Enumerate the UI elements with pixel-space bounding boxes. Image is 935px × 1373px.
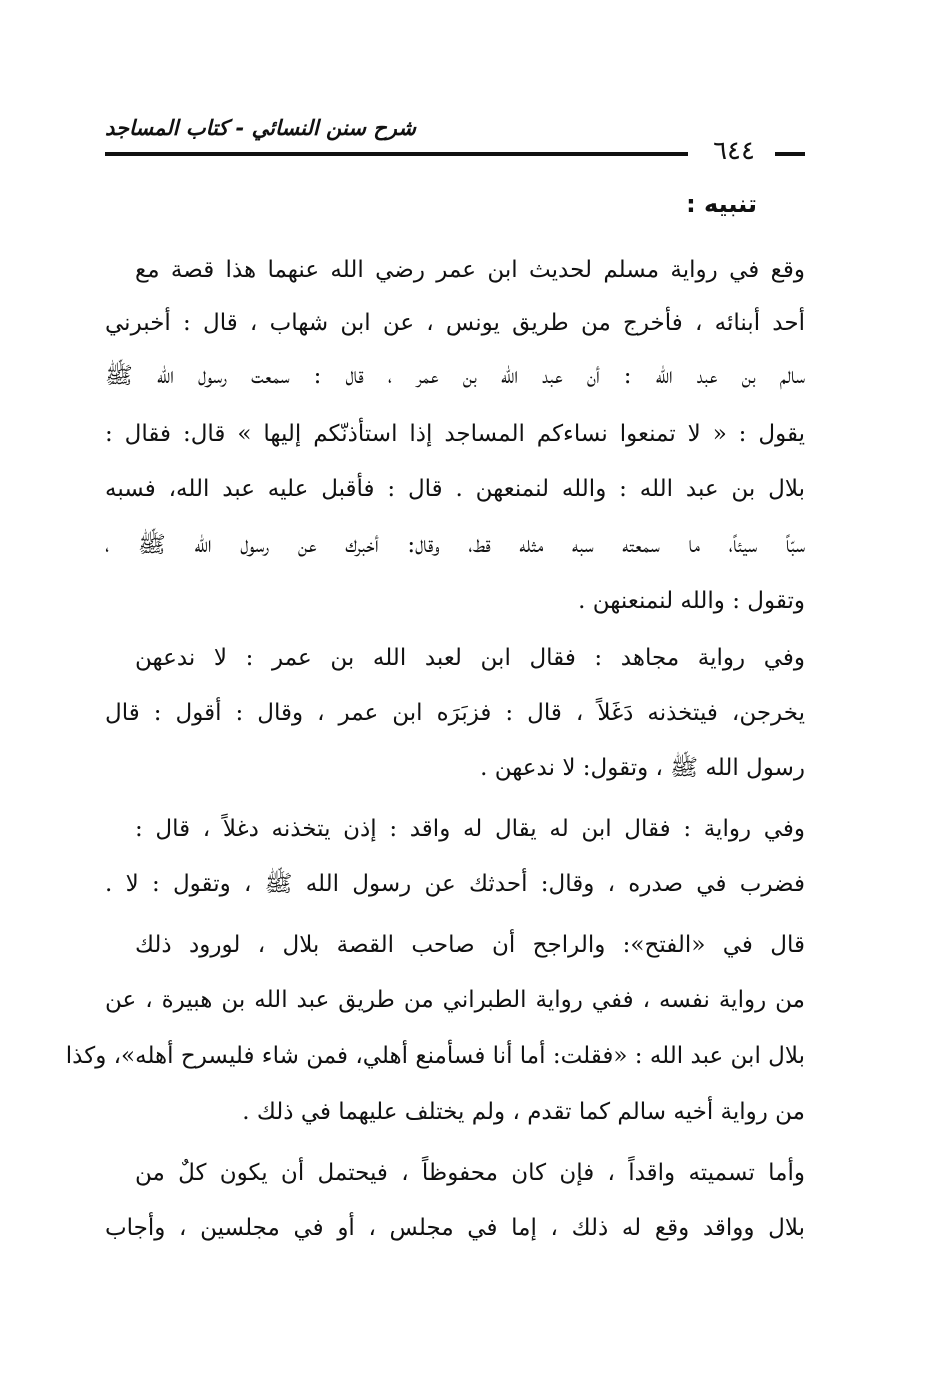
text-line: يقول : « لا تمنعوا نساءكم المساجد إذا استأذنّكم إليها » قال: فقال : — [105, 421, 805, 447]
text-line: أحد أبنائه ، فأخرج من طريق يونس ، عن ابن شهاب ، قال : أخبرني — [105, 310, 805, 336]
text-line: وقع في رواية مسلم لحديث ابن عمر رضي الله عنهما هذا قصة مع — [135, 257, 805, 283]
page-header — [105, 112, 805, 172]
running-title: شرح سنن النسائي - كتاب المساجد — [105, 116, 416, 140]
text-line: من رواية أخيه سالم كما تقدم ، ولم يختلف عليهما في ذلك . — [242, 1099, 805, 1125]
text-line: وأما تسميته واقداً ، فإن كان محفوظاً ، فيحتمل أن يكون كلٌ من — [135, 1160, 805, 1186]
text-line: بلال ابن عبد الله : «فقلت: أما أنا فسأمنع أهلي، فمن شاء فليسرح أهله»، وكذا — [65, 1043, 805, 1069]
text-line: وفي رواية : فقال ابن له يقال له واقد : إذن يتخذنه دغلاً ، قال : — [135, 816, 805, 842]
text-line: وفي رواية مجاهد : فقال ابن لعبد الله بن عمر : لا ندعهن — [135, 645, 805, 671]
text-line: سبّاً سيئاً، ما سمعته سبه مثله قط، وقال: أخبرك عن رسول الله ﷺ ، — [105, 532, 805, 558]
section-heading: تنبيه : — [686, 190, 757, 218]
page-number: ٦٤٤ — [713, 136, 755, 166]
header-rule — [105, 152, 688, 156]
text-line: فضرب في صدره ، وقال: أحدثك عن رسول الله ﷺ ، وتقول : لا . — [105, 871, 805, 897]
text-line: بلال بن عبد الله : والله لنمنعهن . قال : فأقبل عليه عبد الله، فسبه — [105, 476, 805, 502]
text-line: من رواية نفسه ، ففي رواية الطبراني من طريق عبد الله بن هبيرة ، عن — [105, 987, 805, 1013]
text-line: قال في «الفتح»: والراجح أن صاحب القصة بلال ، لورود ذلك — [135, 932, 805, 958]
text-line: سالم بن عبد الله : أن عبد الله بن عمر ، قال : سمعت رسول الله ﷺ — [105, 363, 805, 389]
text-line: رسول الله ﷺ ، وتقول: لا ندعهن . — [480, 755, 805, 781]
text-line: وتقول : والله لنمنعنهن . — [578, 588, 805, 614]
text-line: يخرجن، فيتخذنه دَغَلاً ، قال : فزبَرَه ابن عمر ، وقال : أقول : قال — [105, 700, 805, 726]
page-number-dash — [775, 152, 805, 156]
text-line: بلال وواقد وقع له ذلك ، إما في مجلس ، أو في مجلسين ، وأجاب — [105, 1215, 805, 1241]
